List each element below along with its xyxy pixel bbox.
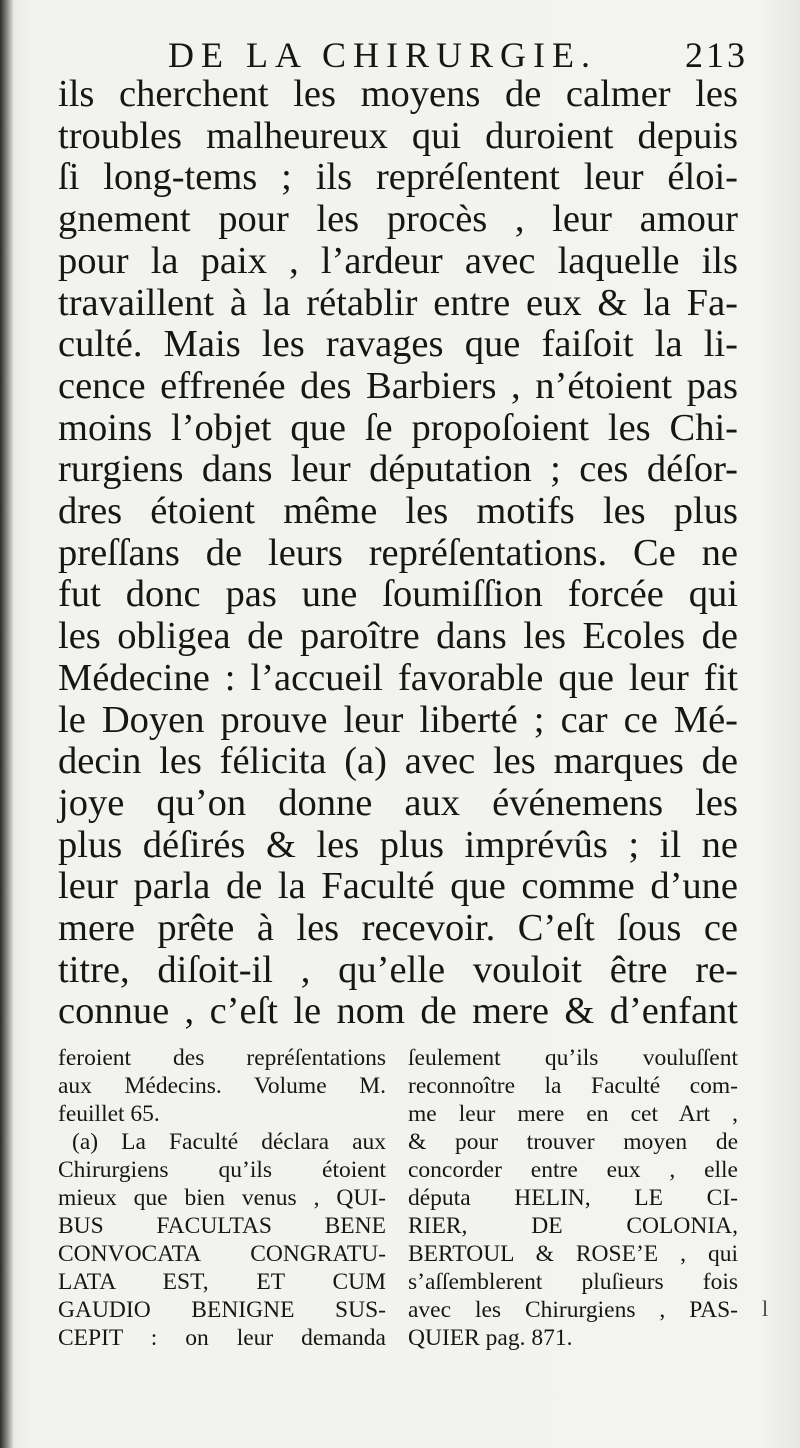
footnote-line: me leur mere en cet Art , [408,1101,738,1127]
footnote-column-right [408,1044,738,1352]
footnote-line: & pour trouver moyen de [408,1129,738,1155]
text-line: ils cherchent les moyens de calmer les [58,73,738,115]
text-line: leur parla de la Faculté que comme d’une [58,865,738,908]
text-line: dres étoient même les motifs les plus [58,490,738,533]
footnote-line: feuillet 65. [58,1101,160,1127]
text-line: les obligea de paroître dans les Ecoles de [58,615,738,658]
footnote-column-left [58,1044,386,1352]
text-line: troubles malheureux qui duroient depuis [58,114,738,157]
text-line: rurgiens dans leur députation ; ces déſor- [58,448,738,491]
footnote-line: GAUDIO BENIGNE SUS- [58,1297,386,1323]
text-line: Médecine : l’accueil favorable que leur fit [58,656,738,699]
footnote-line: LATA EST, ET CUM [58,1269,386,1295]
text-line: mere prête à les recevoir. C’eſt ſous ce [58,907,738,950]
text-line: moins l’objet que ſe propoſoient les Chi- [58,406,738,449]
footnote-line: reconnoître la Faculté com- [408,1073,738,1099]
text-line: decin les félicita (a) avec les marques de [58,740,738,783]
text-line: pour la paix , l’ardeur avec laquelle ils [58,239,738,282]
footnote-line: BERTOUL & ROSE’E , qui [408,1241,738,1267]
footnote-line: CONVOCATA CONGRATU- [58,1241,386,1267]
text-line: travaillent à la rétablir entre eux & la Fa- [58,281,738,324]
footnote-line: Chirurgiens qu’ils étoient [58,1157,386,1183]
footnote-line: s’aſſemblerent pluſieurs fois [408,1269,738,1295]
footnote-line: concorder entre eux , elle [408,1157,738,1183]
text-line: gnement pour les procès , leur amour [58,198,738,241]
page-number: 213 [685,35,748,75]
running-title: DE LA CHIRURGIE. [168,35,597,75]
text-line: cence effrenée des Barbiers , n’étoient pas [58,364,738,407]
footnote-line: aux Médecins. Volume M. [58,1073,386,1099]
text-line: ſi long-tems ; ils repréſentent leur éloi- [58,156,738,199]
text-line: joye qu’on donne aux événemens les [58,781,738,824]
text-line: preſſans de leurs repréſentations. Ce ne [58,531,738,574]
text-line: titre, diſoit-il , qu’elle vouloit être re- [58,948,738,991]
footnote-line: CEPIT : on leur demanda [58,1325,386,1351]
main-text-block [58,74,738,1033]
footnote-line: avec les Chirurgiens , PAS- [408,1297,738,1323]
text-line: culté. Mais les ravages que faiſoit la li- [58,323,738,366]
footnote-line: ſeulement qu’ils vouluſſent [408,1045,738,1071]
text-line: plus déſirés & les plus imprévûs ; il ne [58,823,738,866]
footnote-line: BUS FACULTAS BENE [58,1213,386,1239]
footnote-line: mieux que bien venus , QUI- [58,1185,386,1211]
footnote-line: feroient des repréſentations [58,1045,386,1071]
binding-shadow [0,0,14,1448]
footnote-line: députa HELIN, LE CI- [408,1185,738,1211]
text-line: le Doyen prouve leur liberté ; car ce Mé- [58,698,738,741]
margin-mark: l [762,1296,769,1321]
footnote-line: RIER, DE COLONIA, [408,1213,738,1239]
text-line: connue , c’eſt le nom de mere & d’enfant [58,990,738,1033]
footnote-line: QUIER pag. 871. [408,1325,573,1351]
footnote-line: (a) La Faculté déclara aux [72,1129,386,1155]
footnotes-section [58,1044,738,1364]
text-line: fut donc pas une ſoumiſſion forcée qui [58,573,738,616]
